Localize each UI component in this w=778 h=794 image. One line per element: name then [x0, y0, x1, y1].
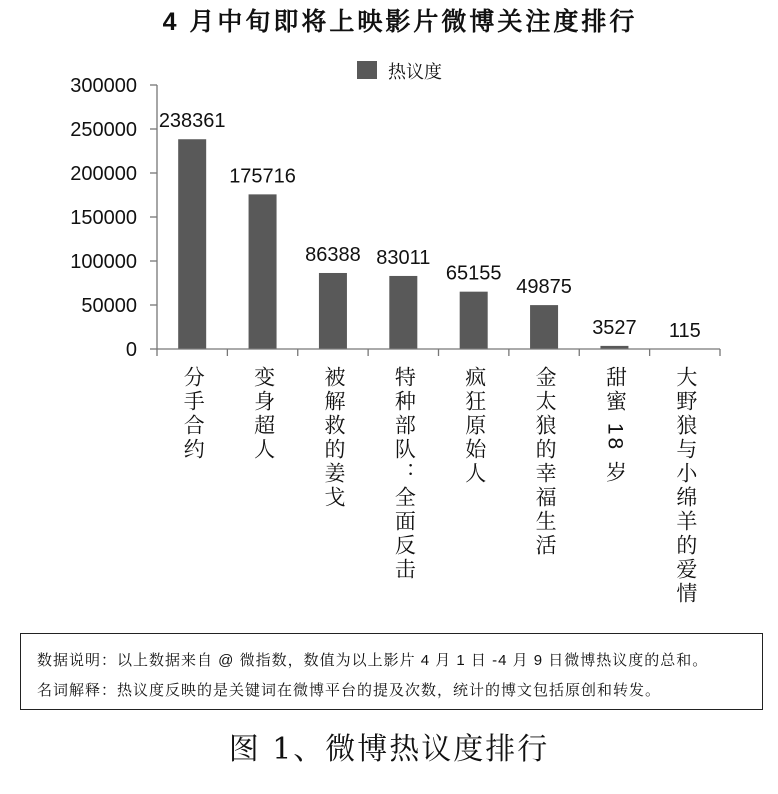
- bar: [460, 292, 488, 349]
- x-tick-label: 变身超人: [251, 366, 275, 462]
- notes-box: [20, 633, 763, 710]
- chart-title: 4 月中旬即将上映影片微博关注度排行: [162, 8, 638, 36]
- data-label: 65155: [445, 262, 502, 285]
- y-axis: [70, 75, 157, 361]
- term-definition-note: 名词解释：热议度反映的是关键词在微博平台的提及次数，统计的博文包括原创和转发。: [37, 682, 662, 699]
- y-tick-label: 200000: [70, 163, 137, 185]
- legend-swatch: [357, 61, 377, 79]
- bar: [319, 273, 347, 349]
- data-label: 238361: [158, 110, 226, 133]
- bar: [389, 276, 417, 349]
- data-labels: [159, 110, 701, 342]
- x-tick-label: 疯狂原始人: [462, 366, 486, 486]
- y-tick-label: 100000: [70, 251, 137, 273]
- x-tick-label: 分手合约: [181, 366, 205, 462]
- x-tick-label: 被解救的姜戈: [321, 366, 345, 510]
- x-tick-label: 金太狼的幸福生活: [533, 366, 557, 558]
- x-axis-ticks: [157, 349, 720, 356]
- x-tick-label: 特种部队：全面反击: [392, 366, 416, 582]
- y-tick-label: 0: [125, 339, 137, 361]
- figure-caption: 图 1、微博热议度排行: [228, 732, 550, 767]
- y-tick-label: 50000: [81, 295, 137, 317]
- data-source-note: 数据说明：以上数据来自 @ 微指数，数值为以上影片 4 月 1 日 -4 月 9 日微博热议度的总和。: [37, 652, 709, 669]
- data-label: 115: [668, 319, 701, 342]
- y-tick-label: 150000: [70, 207, 137, 229]
- y-tick-label: 250000: [70, 119, 137, 141]
- bar: [178, 139, 206, 349]
- data-label: 83011: [376, 246, 431, 269]
- data-label: 175716: [229, 165, 296, 188]
- x-tick-label: 甜蜜 18 岁: [603, 366, 627, 486]
- y-tick-label: 300000: [70, 75, 137, 97]
- legend-label: 热议度: [388, 62, 442, 82]
- data-label: 86388: [305, 243, 361, 266]
- data-label: 3527: [592, 316, 637, 339]
- bar: [530, 305, 558, 349]
- bar: [249, 194, 277, 349]
- data-label: 49875: [516, 276, 572, 299]
- x-tick-label: 大野狼与小绵羊的爱情: [673, 366, 697, 606]
